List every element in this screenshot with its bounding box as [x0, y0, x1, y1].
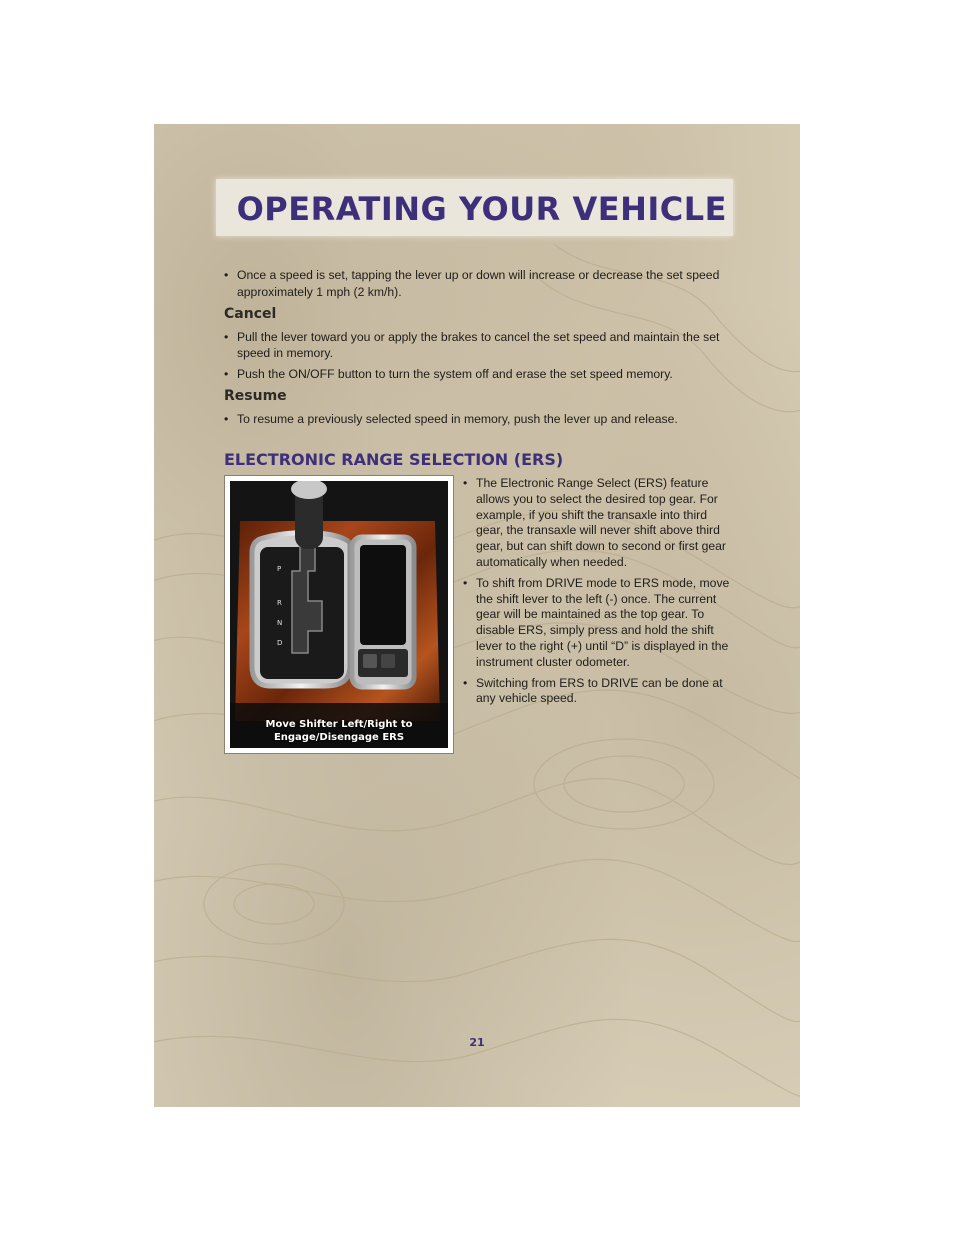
photo-caption-line-2: Engage/Disengage ERS: [273, 732, 405, 743]
gear-shifter-illustration: [230, 481, 448, 748]
gear-label-r: R: [277, 599, 282, 607]
ers-bullet-1: • The Electronic Range Select (ERS) feature allows you to select the desired top gear. For example, if you shift the transaxle into third gear, the transaxle will never shift above third gear, but can shift down to second or first gear automatically when needed.: [463, 476, 733, 571]
photo-caption: [230, 718, 448, 744]
photo-caption-line-1: Move Shifter Left/Right to: [265, 719, 413, 730]
cruise-control-text: [224, 267, 734, 431]
shifter-photo: [230, 481, 448, 748]
bullet-set-speed: • Once a speed is set, tapping the lever up or down will increase or decrease the set speed approximately 1 mph (2 km/h).: [224, 267, 734, 300]
ers-section-heading: ELECTRONIC RANGE SELECTION (ERS): [224, 450, 564, 469]
page-title: OPERATING YOUR VEHICLE: [236, 190, 727, 228]
title-banner: [216, 179, 733, 236]
gear-label-n: N: [277, 619, 283, 627]
ers-text: [463, 476, 733, 712]
resume-heading: Resume: [224, 388, 287, 404]
gear-label-d: D: [277, 639, 283, 647]
bullet-resume-1: • To resume a previously selected speed in memory, push the lever up and release.: [224, 411, 734, 428]
shifter-photo-frame: [224, 475, 454, 754]
cancel-heading: Cancel: [224, 306, 277, 322]
manual-page: [154, 124, 800, 1107]
page-number: 21: [469, 1036, 485, 1049]
bullet-cancel-2: • Push the ON/OFF button to turn the system off and erase the set speed memory.: [224, 366, 734, 383]
ers-bullet-2: • To shift from DRIVE mode to ERS mode, move the shift lever to the left (-) once. The current gear will be maintained as the top gear. To disable ERS, simply press and hold the shift lever to the right (+) until “D” is displayed in the instrument cluster odometer.: [463, 576, 733, 671]
gear-label-p: P: [277, 565, 282, 573]
bullet-cancel-1: • Pull the lever toward you or apply the brakes to cancel the set speed and maintain the set speed in memory.: [224, 329, 734, 362]
ers-bullet-3: • Switching from ERS to DRIVE can be done at any vehicle speed.: [463, 676, 733, 708]
